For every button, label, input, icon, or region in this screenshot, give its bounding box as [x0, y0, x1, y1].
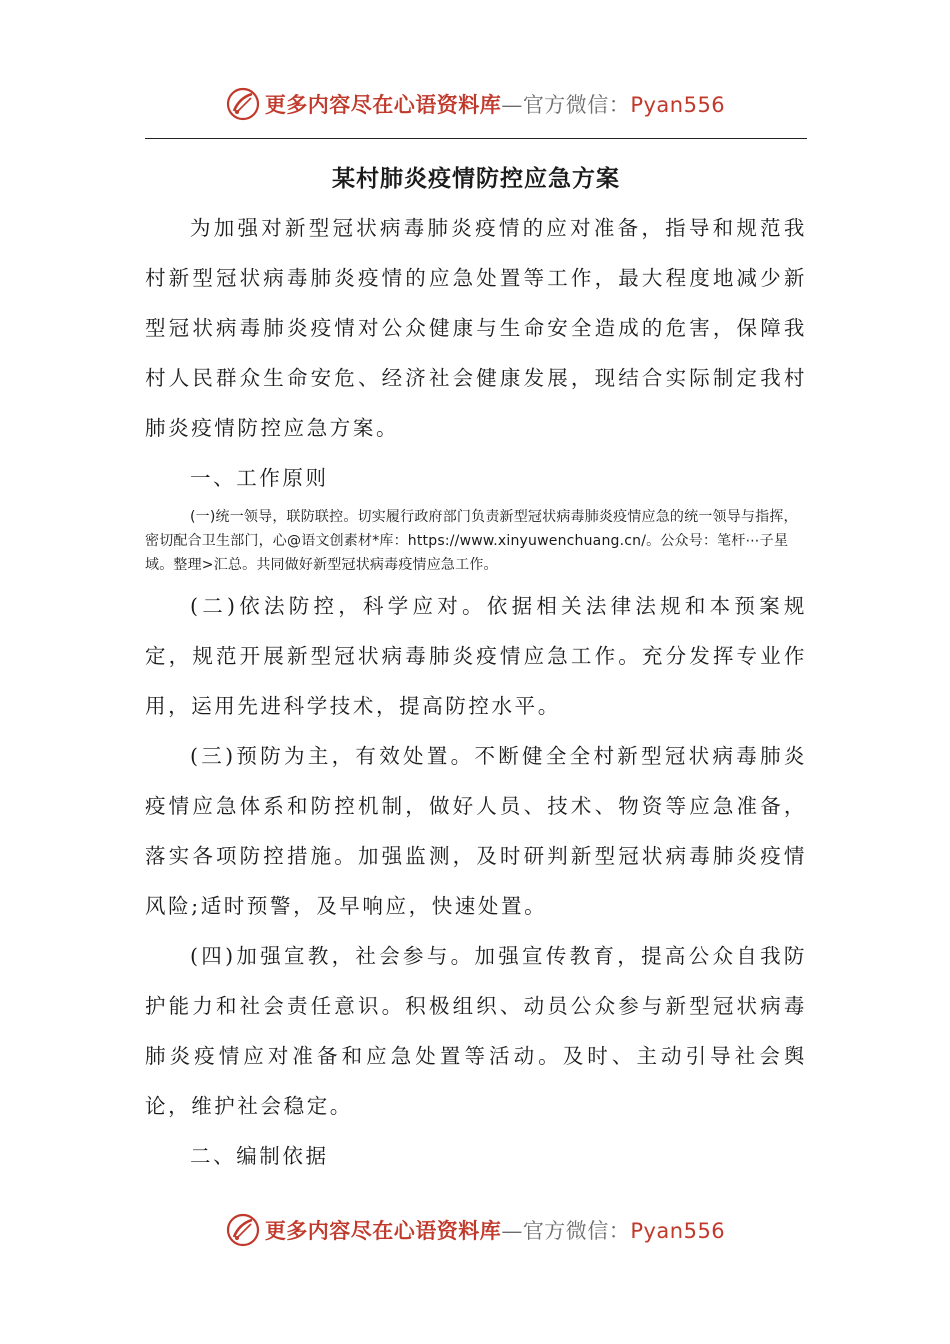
principle-item-2: (二)依法防控，科学应对。依据相关法律法规和本预案规定，规范开展新型冠状病毒肺炎疫情应急工作。充分发挥专业作用，运用先进科学技术，提高防控水平。	[145, 594, 807, 718]
footer-brand-text	[265, 1215, 725, 1245]
header-brand-rest: 官方微信：	[522, 93, 631, 117]
principle-item-1: (一)统一领导，联防联控。切实履行政府部门负责新型冠状病毒肺炎疫情应急的统一领导与指挥，密切配合卫生部门，心@语文创素材*库：https://www.xinyuwenchuang.cn/。公众号：笔杆⋯子星域。整理>汇总。共同做好新型冠状病毒疫情应急工作。	[145, 509, 798, 573]
header-divider	[145, 138, 807, 139]
footer-brand-id: Pyan556	[630, 1219, 726, 1243]
section-heading-basis: 二、编制依据	[190, 1144, 329, 1168]
footer-brand-main: 更多内容尽在心语资料库	[264, 1218, 502, 1243]
footer-banner	[0, 1210, 950, 1250]
header-banner	[0, 84, 950, 124]
header-brand-text	[265, 89, 725, 119]
brand-logo-icon	[225, 86, 261, 122]
section-heading-principles: 一、工作原则	[190, 466, 329, 490]
principle-item-4: (四)加强宣教，社会参与。加强宣传教育，提高公众自我防护能力和社会责任意识。积极组织、动员公众参与新型冠状病毒肺炎疫情应对准备和应急处置等活动。及时、主动引导社会舆论，维护社会稳定。	[145, 944, 807, 1118]
intro-paragraph: 为加强对新型冠状病毒肺炎疫情的应对准备，指导和规范我村新型冠状病毒肺炎疫情的应急处置等工作，最大程度地减少新型冠状病毒肺炎疫情对公众健康与生命安全造成的危害，保障我村人民群众生命安危、经济社会健康发展，现结合实际制定我村肺炎疫情防控应急方案。	[145, 216, 807, 440]
header-brand-id: Pyan556	[630, 93, 726, 117]
document-body	[145, 160, 807, 1181]
brand-logo-icon	[225, 1212, 261, 1248]
footer-brand-rest: 官方微信：	[522, 1219, 631, 1243]
footer-brand-dash: —	[501, 1219, 523, 1243]
header-brand-main: 更多内容尽在心语资料库	[264, 92, 502, 117]
header-brand-dash: —	[501, 93, 523, 117]
principle-item-3: (三)预防为主，有效处置。不断健全全村新型冠状病毒肺炎疫情应急体系和防控机制，做好人员、技术、物资等应急准备，落实各项防控措施。加强监测，及时研判新型冠状病毒肺炎疫情风险;适时预警，及早响应，快速处置。	[145, 744, 807, 918]
document-title: 某村肺炎疫情防控应急方案	[332, 166, 620, 192]
